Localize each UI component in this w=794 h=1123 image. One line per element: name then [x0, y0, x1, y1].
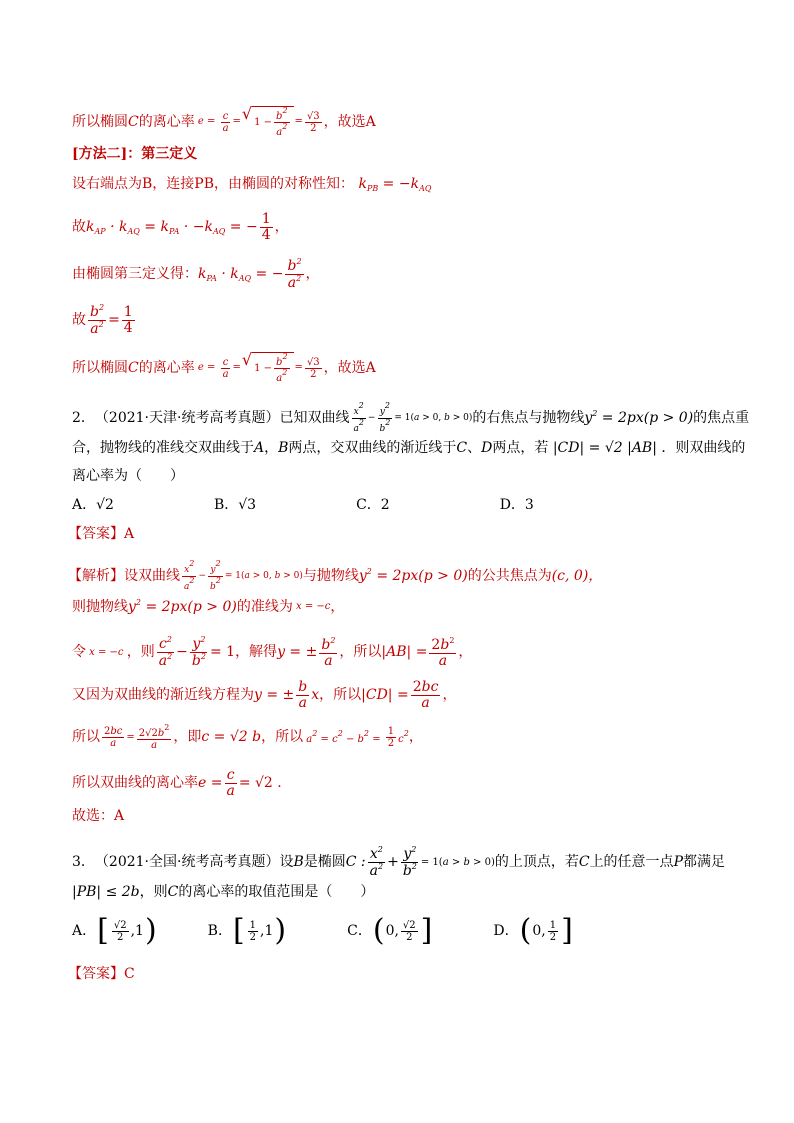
formula-c: c = √2 b — [201, 729, 262, 746]
frac-y2-b2: $\frac{y2}{b2}$ — [210, 559, 221, 592]
option-value: √2 — [96, 497, 114, 513]
eq: = — [108, 312, 120, 329]
formula-kpa: $k_{PA} \cdot k_{AQ}$ = − — [198, 266, 284, 284]
text: 的离心率 — [138, 113, 195, 130]
q3-stem-line2 — [72, 884, 374, 901]
text: 合，抛物线的准线交双曲线于 — [72, 440, 254, 456]
q3-option-c: C． ( 0, $\frac{√2}{2}$ ] — [347, 913, 433, 948]
frac-y2-b2: $\frac{y^2}{b^2}$ — [191, 635, 206, 670]
formula-a2: $a^2 = c^2 - b^2$ = — [303, 729, 384, 745]
q2-stem-line2: 合，抛物线的准线交双曲线于 A ， B 两点，交双曲线的渐近线于 C 、 D 两点，若 |CD| = √2 |AB| ．则双曲线的 — [72, 440, 746, 456]
q2-analysis-line6 — [72, 768, 282, 800]
frac-2sqrt2b2-a: $\frac{2√2b^2}{a}$ — [138, 723, 170, 751]
formula-directrix: x = −c — [292, 600, 331, 612]
text: ，故选 — [323, 359, 366, 376]
frac-x2-a2: $\frac{x2}{a2}$ — [353, 401, 364, 434]
q2-analysis-line5: 所以 $\frac{2bc}{a}$ = $\frac{2√2b^2}{a}$ ，即 c = √2 b ，所以 $a^2 = c^2 - b^2$ = $\frac{1}{2}$ $c^2$ ， — [72, 723, 423, 751]
eq: = 1 — [209, 644, 236, 661]
text: 的离心率的取值范围是（ ） — [178, 884, 375, 900]
text: ．则双曲线的 — [661, 440, 746, 456]
text: 设 — [279, 854, 294, 871]
formula-focus: (c, 0)， — [551, 567, 603, 584]
formula-cd: |CD| = — [361, 687, 409, 704]
text: 由椭圆第三定义得： — [72, 266, 198, 283]
text: ，故选 — [323, 113, 366, 130]
text: ，所以 — [261, 729, 304, 746]
text: 所以椭圆 — [72, 113, 128, 130]
frac-x2-a2: $\frac{x^2}{a^2}$ — [369, 845, 384, 880]
option-label: C． — [347, 922, 372, 939]
text: 令 — [72, 644, 86, 661]
formula-e-value: = √2 . — [238, 775, 282, 792]
line-eccentricity-1 — [72, 106, 376, 138]
q2-analysis-line2: 则抛物线 $y^2 = 2px(p > 0)$ 的准线为 x = −c ， — [72, 598, 345, 615]
frac-1-2: $\frac{1}{2}$ — [387, 726, 395, 749]
frac-x2-a2: $\frac{x2}{a2}$ — [184, 559, 195, 592]
text: 的右焦点与抛物线 — [472, 409, 585, 426]
q2-analysis-line1: 【解析】 设双曲线 $\frac{x2}{a2}$ − $\frac{y2}{b2}$ = 1(a > 0, b > 0) 与抛物线 $y^2 = 2px(p > 0)$ 的公共焦点为 (c, 0)， — [68, 559, 603, 592]
var-C: C — [167, 884, 179, 900]
text: 上的任意一点 — [589, 854, 674, 871]
method-two-heading — [72, 146, 197, 163]
text: 设右端点为B，连接PB，由椭圆的对称性知： — [72, 176, 354, 193]
text: 所以椭圆 — [72, 359, 128, 376]
q2-analysis-line4: 又因为双曲线的渐近线方程为 y = ± $\frac{b}{a}$ x ，所以 |CD| = $\frac{2bc}{a}$ ， — [72, 679, 457, 712]
text: 是椭圆 — [303, 854, 346, 871]
formula-e: e = — [198, 775, 223, 792]
formula-x: x = −c — [86, 646, 127, 658]
formula-parabola: $y^2 = 2px(p > 0)$ — [584, 409, 694, 427]
frac-c-a: $\frac{c}{a}$ — [222, 356, 229, 380]
frac-c-a: $\frac{c}{a}$ — [226, 767, 235, 800]
q3-option-b: B． [ $\frac{1}{2}$ ,1 ) — [207, 913, 287, 948]
text: 的准线为 — [236, 598, 293, 615]
formula-ellipse: C : — [345, 854, 366, 871]
comma: ， — [305, 266, 320, 283]
frac-y2-b2: $\frac{y^2}{b^2}$ — [402, 845, 417, 880]
text: 的离心率 — [138, 359, 195, 376]
text: 离心率为（ ） — [72, 468, 184, 484]
text: 已知双曲线 — [279, 409, 350, 426]
text: ，即 — [173, 729, 202, 746]
formula-k-product: $k_{AP} \cdot k_{AQ} = k_{PA} \cdot -k_{AQ}$ = − — [86, 219, 258, 237]
formula-e1: e = — [194, 116, 219, 127]
var-P: P — [673, 854, 683, 871]
question-number: 2． — [72, 409, 95, 426]
frac-c-a: $\frac{c}{a}$ — [222, 110, 229, 134]
text: 则抛物线 — [72, 598, 128, 615]
analysis-label: 【解析】 — [68, 567, 124, 584]
text: 的公共焦点为 — [467, 567, 552, 584]
q3-answer — [68, 966, 135, 983]
var-C: C — [578, 854, 590, 871]
q2-stem-line3 — [72, 468, 184, 485]
text: 两点，交双曲线的渐近线于 — [288, 440, 457, 456]
formula-cd-ab: |CD| = √2 |AB| — [548, 440, 662, 456]
var-D: D — [481, 440, 493, 456]
frac-1-4: $\frac{1}{4}$ — [261, 211, 271, 244]
text: 又因为双曲线的渐近线方程为 — [72, 687, 254, 704]
q2-option-d — [500, 497, 534, 514]
text: ，所以 — [319, 687, 362, 704]
formula-ab: |AB| = — [381, 644, 428, 661]
question-number: 3． — [72, 854, 95, 871]
var-CD: C — [456, 440, 468, 456]
text: 的上顶点，若 — [494, 854, 579, 871]
text: ，则 — [139, 884, 168, 900]
frac-2b2-a: $\frac{2b^2}{a}$ — [431, 635, 455, 669]
text: 故 — [72, 312, 86, 329]
var-A: A — [254, 440, 265, 456]
text: 的焦点重 — [693, 409, 750, 426]
frac-c2-a2: $\frac{c^2}{a^2}$ — [158, 635, 173, 670]
formula-pb: |PB| ≤ 2b — [72, 884, 140, 900]
text: 所以双曲线的离心率 — [72, 775, 198, 792]
eq: = — [232, 362, 241, 373]
formula-parabola: $y^2 = 2px(p > 0)$ — [128, 598, 237, 615]
question-source: （2021·全国·统考高考真题） — [94, 854, 280, 871]
heading-text: [方法二]：第三定义 — [72, 146, 198, 162]
q2-stem-line1: 2． （2021·天津·统考高考真题） 已知双曲线 $\frac{x2}{a2}$ − $\frac{y2}{b2}$ = 1(a > 0, b > 0) 的右焦点与抛物线 $y^2 = 2px(p > 0)$ 的焦点重 — [72, 401, 750, 434]
q3-option-d: D． ( 0, $\frac{1}{2}$ ] — [493, 913, 573, 948]
eq: = — [232, 116, 241, 127]
text: 故 — [72, 219, 86, 236]
q3-options — [72, 913, 634, 948]
text: ，则 — [126, 644, 155, 661]
text: 所以 — [72, 729, 100, 746]
text: ，所以 — [339, 644, 382, 661]
text: ，解得 — [235, 644, 278, 661]
q2-option-c — [356, 497, 390, 514]
text: 设双曲线 — [124, 567, 180, 584]
frac-b2-a: $\frac{b^2}{a}$ — [321, 635, 336, 669]
formula-cond: = 1(a > 0, b > 0) — [394, 412, 473, 423]
q3-stem-line1: 3． （2021·全国·统考高考真题） 设 B 是椭圆 C : $\frac{x^2}{a^2}$ + $\frac{y^2}{b^2}$ = 1(a > b > 0) 的上顶点，若 C 上的任意一点 P 都满足 — [72, 845, 725, 880]
q2-options — [72, 497, 594, 514]
option-label: D． — [493, 922, 519, 939]
frac-2bc-a: $\frac{2bc}{a}$ — [412, 679, 439, 712]
formula-parabola: $y^2 = 2px(p > 0)$ — [358, 567, 468, 585]
formula-cond: = 1(a > 0, b > 0) — [224, 570, 303, 581]
var-B: B — [278, 440, 289, 456]
frac-b-a: $\frac{b}{a}$ — [298, 679, 308, 712]
frac-b2-a2: $\frac{b^2}{a^2}$ — [287, 257, 302, 292]
answer: A — [365, 359, 376, 376]
text: 故选：A — [72, 808, 125, 824]
option-label: C．2 — [356, 497, 390, 513]
option-label: B． — [213, 497, 239, 513]
formula-kpb: $k_{PB} = -k_{AQ}$ — [354, 176, 432, 193]
sqrt-expr: √ 1 − $\frac{b^2}{a^2}$ — [242, 352, 294, 384]
comma: ， — [274, 219, 289, 236]
eq: = — [294, 116, 303, 127]
q2-analysis-line3: 令 x = −c ，则 $\frac{c^2}{a^2}$ − $\frac{y^2}{b^2}$ = 1 ，解得 y = ± $\frac{b^2}{a}$ ，所以 |AB| = $\frac{2b^2}{a}$ ， — [72, 635, 473, 670]
q2-option-b — [214, 497, 256, 514]
q2-answer — [68, 526, 134, 543]
formula-asymptote: y = ± — [254, 687, 295, 704]
line-ratio — [72, 304, 137, 338]
text: 两点，若 — [492, 440, 549, 456]
var-C: C — [128, 113, 139, 130]
var-C: C — [128, 359, 139, 376]
answer-label: 【答案】C — [68, 966, 135, 982]
formula-y: y = ± — [277, 644, 318, 661]
option-value: √3 — [238, 497, 257, 513]
option-label: D．3 — [499, 497, 534, 513]
answer: A — [365, 113, 376, 130]
q2-option-a — [72, 497, 114, 514]
frac-y2-b2: $\frac{y2}{b2}$ — [379, 401, 391, 434]
frac-sqrt3-2: $\frac{√3}{2}$ — [306, 356, 320, 380]
line-product-k — [72, 212, 289, 244]
option-label: A． — [72, 497, 97, 513]
frac-sqrt3-2: $\frac{√3}{2}$ — [306, 110, 320, 134]
eq: = — [294, 362, 303, 373]
line-third-definition — [72, 258, 320, 292]
q3-option-a: A． [ $\frac{√2}{2}$ ,1 ) — [72, 913, 157, 948]
line-eccentricity-2 — [72, 352, 376, 384]
text: 与抛物线 — [302, 567, 359, 584]
question-source: （2021·天津·统考高考真题） — [94, 409, 280, 426]
formula-e2: e = — [194, 362, 219, 373]
formula-cond: = 1(a > b > 0) — [420, 856, 495, 868]
line-right-vertex — [72, 176, 431, 194]
option-label: A． — [72, 922, 97, 939]
answer-label: 【答案】A — [68, 526, 135, 542]
frac-b2-a2: $\frac{b^2}{a^2}$ — [90, 303, 105, 338]
var-B: B — [293, 854, 304, 871]
sqrt-expr: √ 1 − $\frac{b^2}{a^2}$ — [242, 106, 294, 138]
frac-1-4: $\frac{1}{4}$ — [123, 304, 133, 337]
option-label: B． — [207, 922, 232, 939]
q2-choose — [72, 808, 124, 825]
text: 都满足 — [682, 854, 725, 871]
frac-2bc-a: $\frac{2bc}{a}$ — [104, 726, 123, 749]
